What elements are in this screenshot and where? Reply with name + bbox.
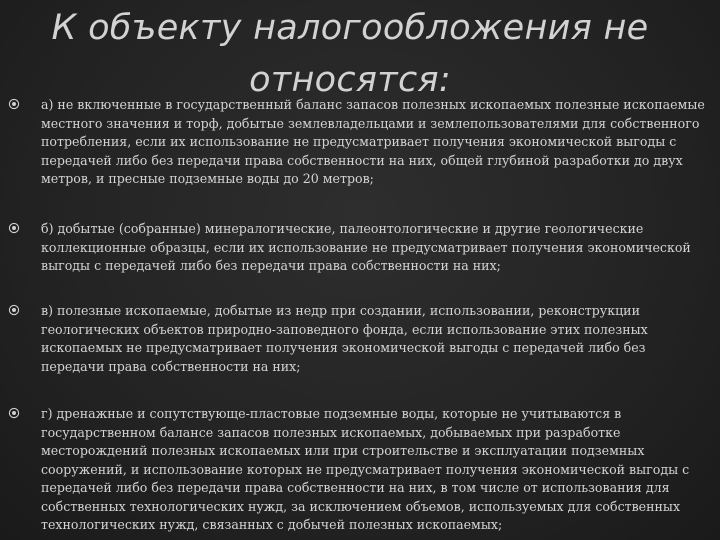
list-item-text: а) не включенные в государственный баланс запасов полезных ископаемых полезные ископаемые местного значения и торф, добытые землевладельцами и землепользователями для собственного потребления, если их использование не предусматривает получения экономической выгоды с передачей либо без передачи права собственности на них, общей глубиной разработки до двух метров, и пресные подземные воды до 20 метров; <box>41 97 705 186</box>
list-item-text: б) добытые (собранные) минералогические, палеонтологические и другие геологические коллекционные образцы, если их использование не предусматривает получения экономической выгоды с передачей либо без передачи права собственности на них; <box>41 221 691 273</box>
slide-title: К объекту налогообложения не относятся: <box>51 8 649 100</box>
target-bullet-icon <box>8 407 20 419</box>
target-bullet-icon <box>8 222 20 234</box>
list-item-text: в) полезные ископаемые, добытые из недр при создании, использовании, реконструкции геологических объектов природно-заповедного фонда, если использование этих полезных ископаемых не предусматривает получения экономической выгоды с передачей либо без передачи права собственности на них; <box>41 303 648 374</box>
target-bullet-icon <box>8 98 20 110</box>
list-item-text: г) дренажные и сопутствующе-пластовые подземные воды, которые не учитываются в государственном балансе запасов полезных ископаемых, добываемых при разработке месторождений полезных ископаемых или при строительстве и эксплуатации подземных сооружений, и использование которых не предусматривает получения экономической выгоды с передачей либо без передачи права собственности на них, в том числе от использования для собственных технологических нужд, за исключением объемов, используемых для собственных технологических нужд, связанных с добычей полезных ископаемых; <box>41 406 690 532</box>
target-bullet-icon <box>8 304 20 316</box>
